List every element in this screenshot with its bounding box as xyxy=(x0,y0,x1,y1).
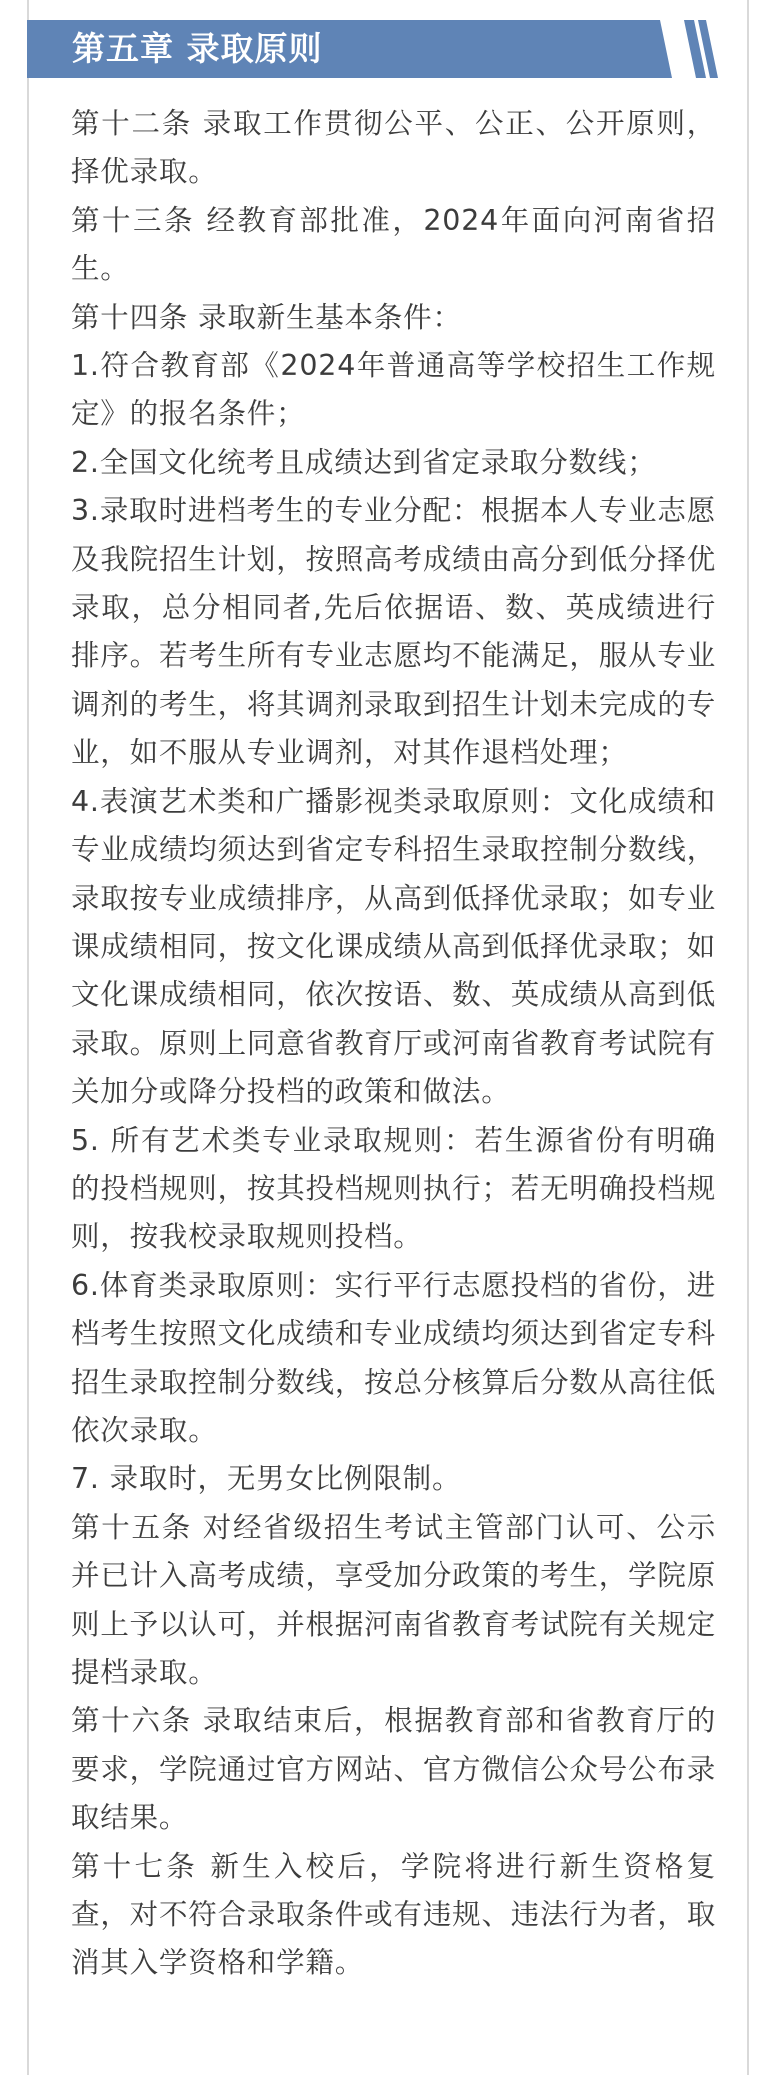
clause-14-item-1: 1.符合教育部《2024年普通高等学校招生工作规定》的报名条件； xyxy=(71,349,716,431)
article-body xyxy=(71,100,716,1988)
clause-14-item-2: 2.全国文化统考且成绩达到省定录取分数线； xyxy=(71,445,657,479)
clause-14-item-5: 5. 所有艺术类专业录取规则：若生源省份有明确的投档规则，按其投档规则执行；若无明确投档规则，按我校录取规则投档。 xyxy=(71,1123,716,1254)
clause-14-item-7: 7. 录取时，无男女比例限制。 xyxy=(71,1462,462,1496)
section-title: 第五章 录取原则 xyxy=(72,29,323,68)
clause-14-item-6: 6.体育类录取原则：实行平行志愿投档的省份，进档考生按照文化成绩和专业成绩均须达到省定专科招生录取控制分数线，按总分核算后分数从高往低依次录取。 xyxy=(71,1268,716,1447)
clause-15: 第十五条 对经省级招生考试主管部门认可、公示并已计入高考成绩，享受加分政策的考生，学院原则上予以认可，并根据河南省教育考试院有关规定提档录取。 xyxy=(71,1510,716,1689)
clause-13: 第十三条 经教育部批准，2024年面向河南省招生。 xyxy=(71,203,716,286)
clause-16: 第十六条 录取结束后，根据教育部和省教育厅的要求，学院通过官方网站、官方微信公众号公布录取结果。 xyxy=(71,1704,716,1835)
clause-17: 第十七条 新生入校后，学院将进行新生资格复查，对不符合录取条件或有违规、违法行为者，取消其入学资格和学籍。 xyxy=(71,1849,716,1980)
clause-12: 第十二条 录取工作贯彻公平、公正、公开原则，择优录取。 xyxy=(71,107,716,189)
clause-14: 第十四条 录取新生基本条件： xyxy=(71,300,462,334)
clause-14-item-4: 4.表演艺术类和广播影视类录取原则：文化成绩和专业成绩均须达到省定专科招生录取控制分数线，录取按专业成绩排序，从高到低择优录取；如专业课成绩相同，按文化课成绩从高到低择优录取；如文化课成绩相同，依次按语、数、英成绩从高到低录取。原则上同意省教育厅或河南省教育考试院有关加分或降分投档的政策和做法。 xyxy=(71,784,716,1109)
header-slash-decoration xyxy=(660,20,720,78)
clause-14-item-3: 3.录取时进档考生的专业分配：根据本人专业志愿及我院招生计划，按照高考成绩由高分到低分择优录取，总分相同者,先后依据语、数、英成绩进行排序。若考生所有专业志愿均不能满足，服从专业调剂的考生，将其调剂录取到招生计划未完成的专业，如不服从专业调剂，对其作退档处理； xyxy=(71,494,716,770)
